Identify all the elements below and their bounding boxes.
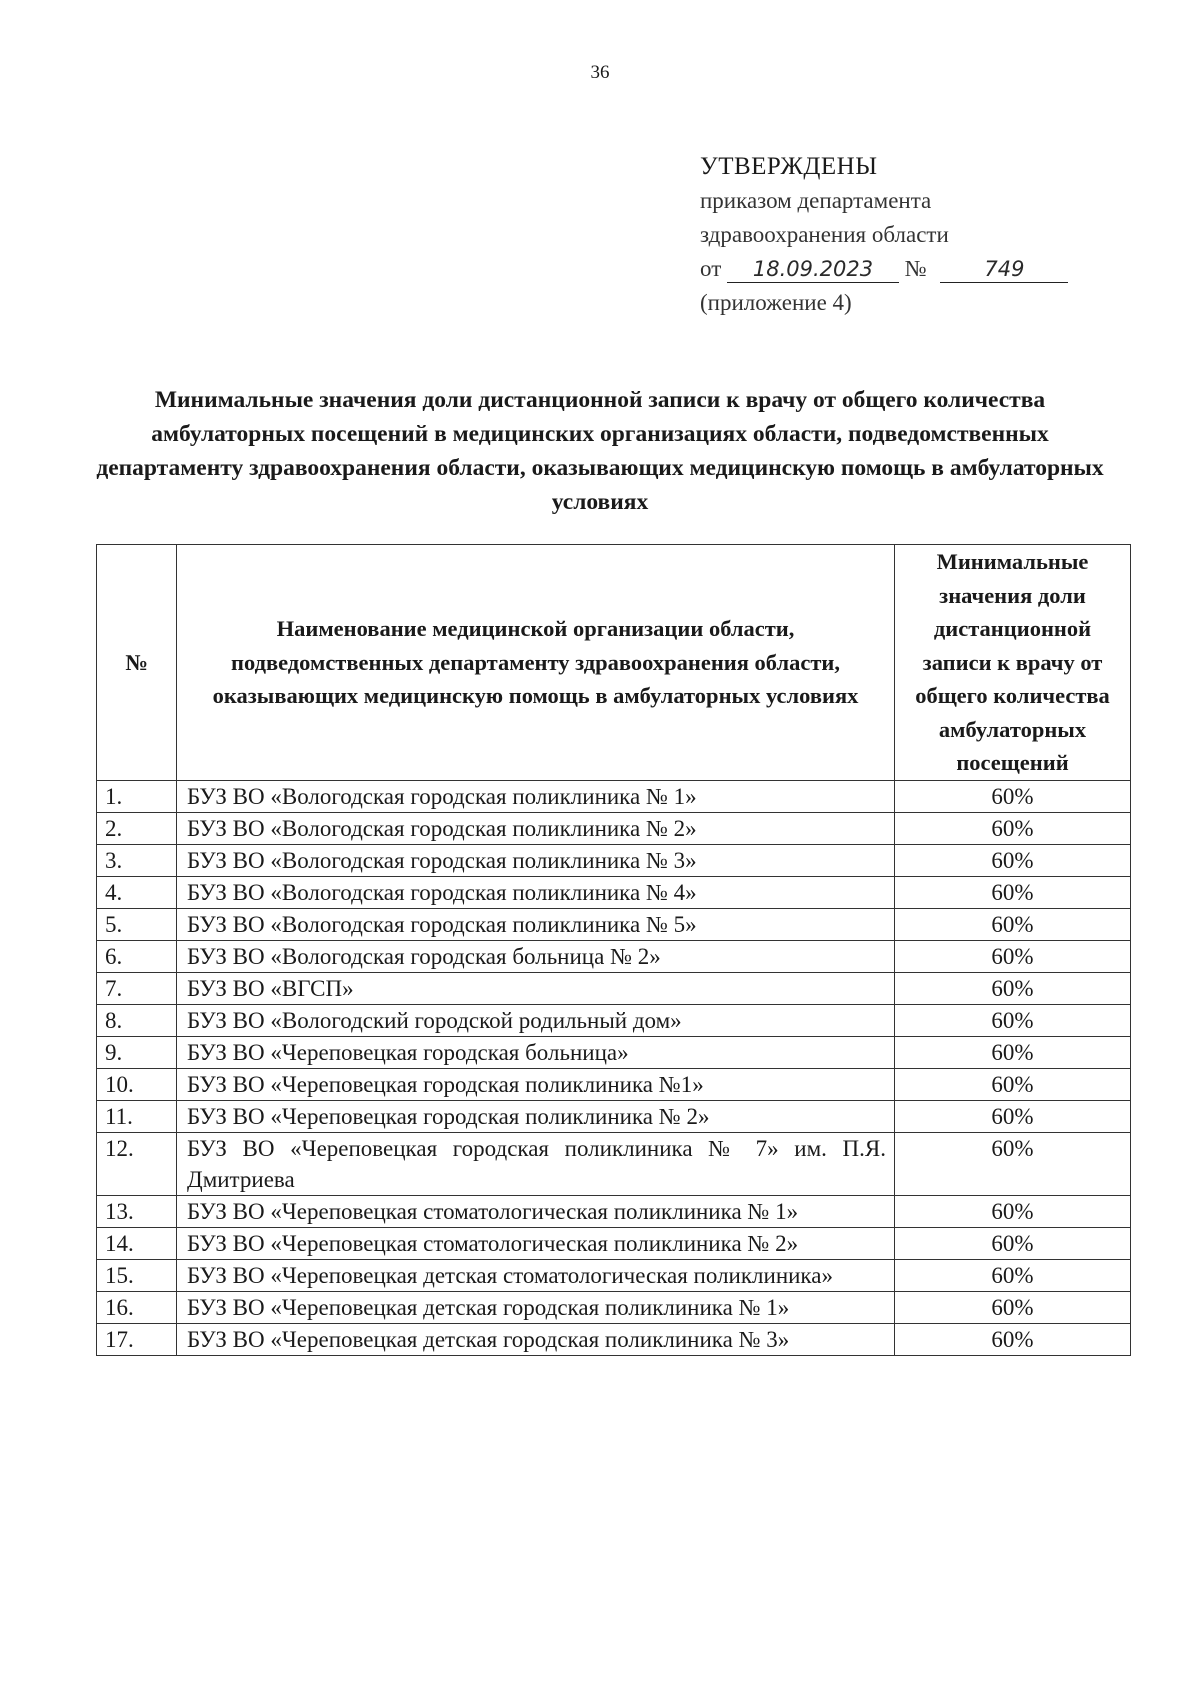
row-number: 3. — [97, 844, 177, 876]
table-row — [97, 972, 1131, 1004]
approval-block — [700, 150, 1100, 320]
approval-line-1: приказом департамента — [700, 188, 932, 213]
table-row — [97, 844, 1131, 876]
organization-name: БУЗ ВО «Череповецкая городская поликлиника № 2» — [177, 1100, 895, 1132]
organization-name: БУЗ ВО «Череповецкая городская больница» — [177, 1036, 895, 1068]
row-number: 16. — [97, 1291, 177, 1323]
row-number: 1. — [97, 780, 177, 812]
organization-name: БУЗ ВО «Череповецкая детская городская поликлиника № 3» — [177, 1323, 895, 1355]
table-row — [97, 1323, 1131, 1355]
table-header-row — [97, 545, 1131, 781]
row-number: 11. — [97, 1100, 177, 1132]
organization-name: БУЗ ВО «Череповецкая детская городская поликлиника № 1» — [177, 1291, 895, 1323]
row-number: 9. — [97, 1036, 177, 1068]
table-body — [97, 780, 1131, 1355]
min-share-value: 60% — [895, 1004, 1131, 1036]
approval-line-2: здравоохранения области — [700, 222, 949, 247]
row-number: 6. — [97, 940, 177, 972]
number-prefix: № — [904, 256, 927, 281]
row-number: 12. — [97, 1132, 177, 1195]
row-number: 2. — [97, 812, 177, 844]
row-number: 10. — [97, 1068, 177, 1100]
table-row — [97, 780, 1131, 812]
min-share-value: 60% — [895, 1132, 1131, 1195]
row-number: 13. — [97, 1195, 177, 1227]
organization-name: БУЗ ВО «Вологодская городская поликлиника № 1» — [177, 780, 895, 812]
document-title: Минимальные значения доли дистанционной записи к врачу от общего количества амбулаторных посещений в медицинских организациях области, подведомственных департаменту здравоохранения области, оказывающих медицинскую помощь в амбулаторных условиях — [96, 387, 1104, 515]
min-share-value: 60% — [895, 940, 1131, 972]
min-share-value: 60% — [895, 908, 1131, 940]
table-row — [97, 876, 1131, 908]
min-share-value: 60% — [895, 1100, 1131, 1132]
table-row — [97, 1132, 1131, 1195]
row-number: 8. — [97, 1004, 177, 1036]
organization-name: БУЗ ВО «ВГСП» — [177, 972, 895, 1004]
organization-name: БУЗ ВО «Вологодская городская больница № 2» — [177, 940, 895, 972]
organization-name: БУЗ ВО «Череповецкая детская стоматологическая поликлиника» — [177, 1259, 895, 1291]
organization-name: БУЗ ВО «Вологодская городская поликлиника № 4» — [177, 876, 895, 908]
row-number: 5. — [97, 908, 177, 940]
table-row — [97, 940, 1131, 972]
min-share-value: 60% — [895, 1227, 1131, 1259]
min-share-value: 60% — [895, 812, 1131, 844]
min-share-value: 60% — [895, 1323, 1131, 1355]
organization-name: БУЗ ВО «Череповецкая городская поликлиника №1» — [177, 1068, 895, 1100]
handwritten-date: 18.09.2023 — [727, 256, 899, 283]
organization-name: БУЗ ВО «Череповецкая стоматологическая поликлиника № 1» — [177, 1195, 895, 1227]
min-share-value: 60% — [895, 1291, 1131, 1323]
table-row — [97, 1068, 1131, 1100]
page-number: 36 — [590, 62, 610, 83]
table-row — [97, 1259, 1131, 1291]
min-share-value: 60% — [895, 1195, 1131, 1227]
table-row — [97, 908, 1131, 940]
organization-name: БУЗ ВО «Вологодская городская поликлиника № 5» — [177, 908, 895, 940]
table-row — [97, 1100, 1131, 1132]
date-prefix: от — [700, 256, 722, 281]
table-row — [97, 1195, 1131, 1227]
min-share-value: 60% — [895, 972, 1131, 1004]
row-number: 4. — [97, 876, 177, 908]
approval-date-line — [700, 252, 1100, 286]
table-row — [97, 1004, 1131, 1036]
organization-name: БУЗ ВО «Вологодская городская поликлиника № 3» — [177, 844, 895, 876]
min-share-value: 60% — [895, 1259, 1131, 1291]
organization-name: БУЗ ВО «Вологодская городская поликлиника № 2» — [177, 812, 895, 844]
header-number: № — [97, 545, 177, 781]
row-number: 17. — [97, 1323, 177, 1355]
row-number: 15. — [97, 1259, 177, 1291]
min-share-value: 60% — [895, 1068, 1131, 1100]
appendix-label: (приложение 4) — [700, 290, 852, 315]
organization-name: БУЗ ВО «Череповецкая стоматологическая поликлиника № 2» — [177, 1227, 895, 1259]
organizations-table — [96, 544, 1131, 1356]
min-share-value: 60% — [895, 780, 1131, 812]
row-number: 7. — [97, 972, 177, 1004]
min-share-value: 60% — [895, 1036, 1131, 1068]
header-organization-name: Наименование медицинской организации области, подведомственных департаменту здравоохранения области, оказывающих медицинскую помощь в амбулаторных условиях — [177, 545, 895, 781]
handwritten-order-number: 749 — [940, 256, 1068, 283]
min-share-value: 60% — [895, 844, 1131, 876]
organization-name: БУЗ ВО «Вологодский городской родильный дом» — [177, 1004, 895, 1036]
table-row — [97, 812, 1131, 844]
organization-name: БУЗ ВО «Череповецкая городская поликлиника № 7» им. П.Я. Дмитриева — [177, 1132, 895, 1195]
min-share-value: 60% — [895, 876, 1131, 908]
approval-title: УТВЕРЖДЕНЫ — [700, 153, 878, 180]
header-min-share: Минимальные значения доли дистанционной записи к врачу от общего количества амбулаторных посещений — [895, 545, 1131, 781]
table-row — [97, 1227, 1131, 1259]
table-row — [97, 1036, 1131, 1068]
table-row — [97, 1291, 1131, 1323]
row-number: 14. — [97, 1227, 177, 1259]
